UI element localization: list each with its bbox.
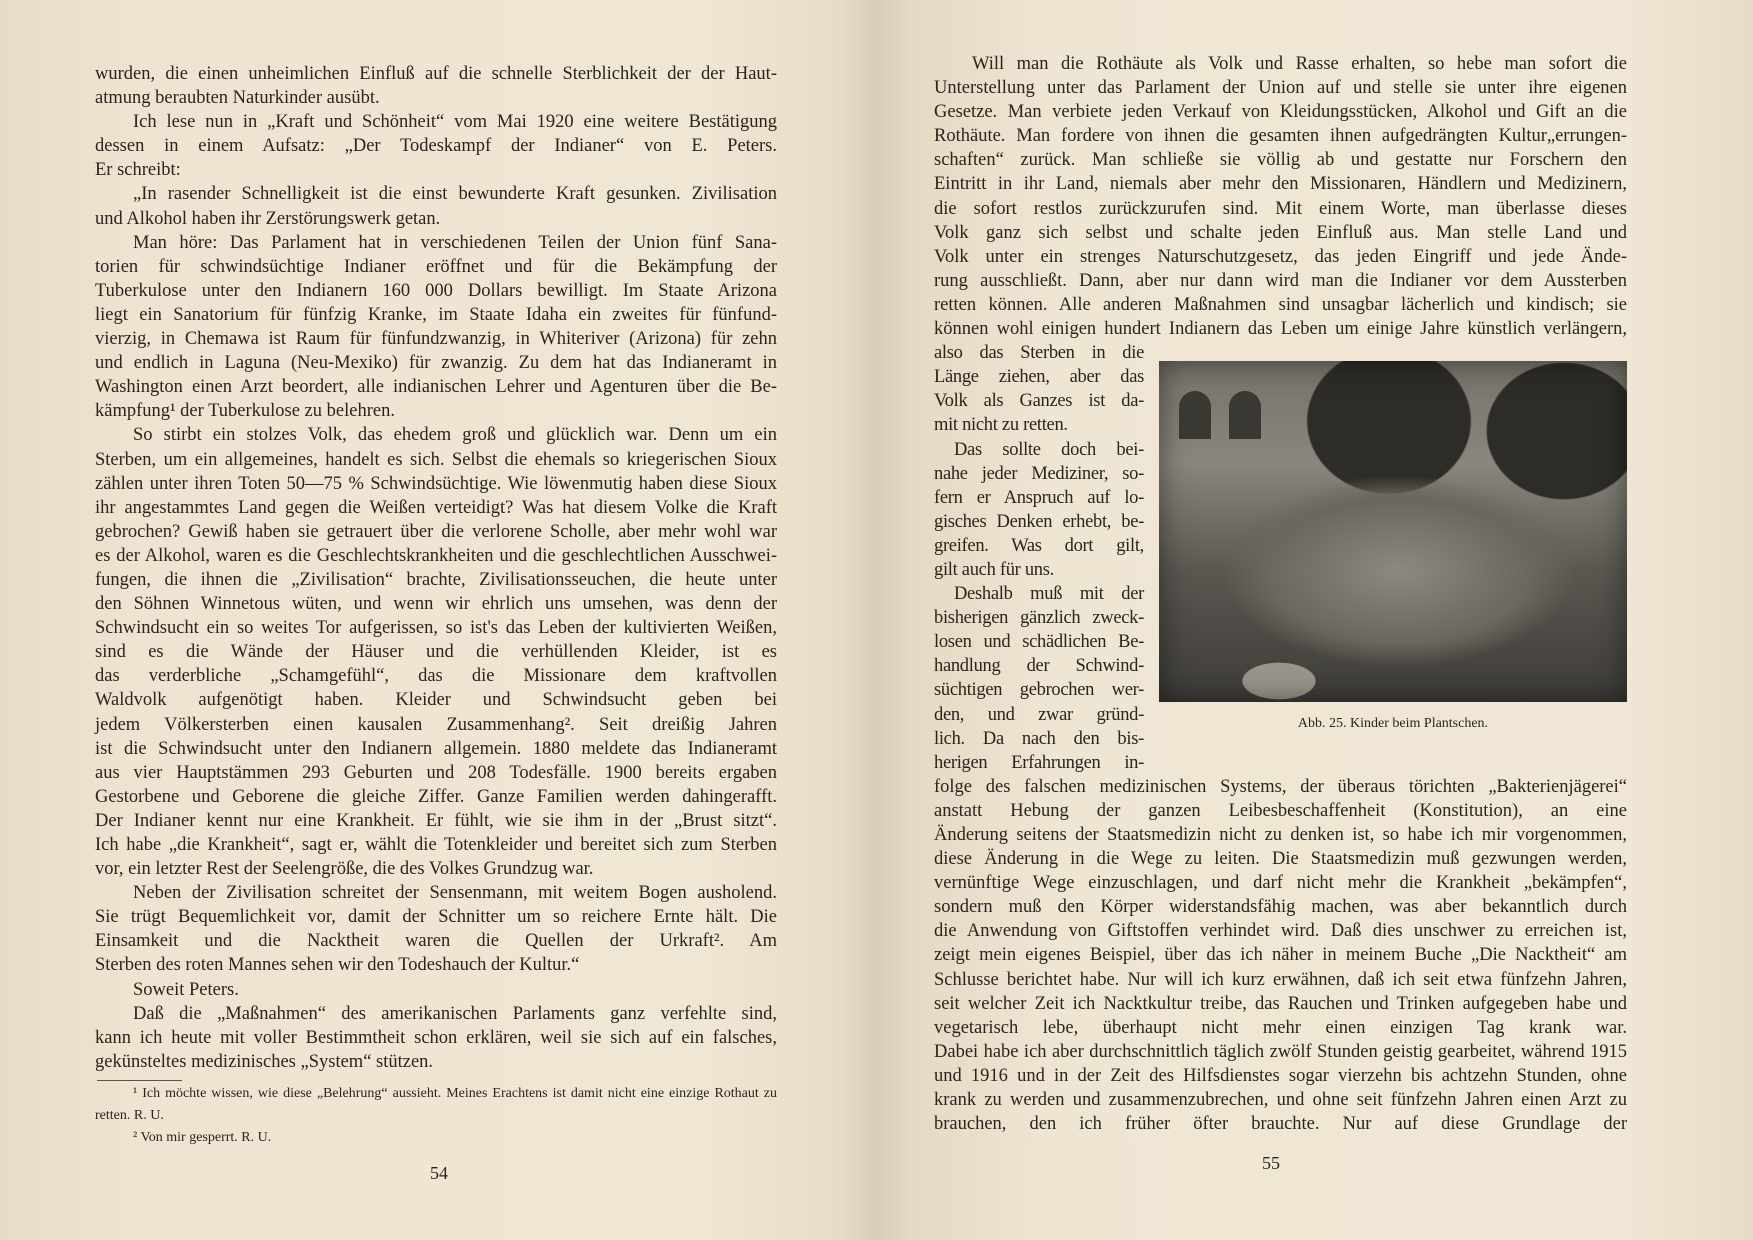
text-line: Tuberkulose unter den Indianern 160 000 Dollars bewilligt. Im Staate Arizona [95, 280, 777, 301]
text-line: Unterstellung unter das Parlament der Union auf und stelle sie unter ihre eigenen [934, 78, 1627, 99]
text-line: Dabei habe ich aber durchschnittlich täglich zwölf Stunden geistig gearbeitet, während 1915 [934, 1041, 1627, 1062]
text-line: diese Änderung in die Wege zu leiten. Die Staatsmedizin muß gezwungen werden, [934, 849, 1627, 870]
text-line: das verderbliche „Schamgefühl“, das die Missionare dem kraftvollen [95, 666, 777, 687]
text-line: herigen Erfahrungen in- [934, 752, 1144, 773]
text-line: Gesetze. Man verbiete jeden Verkauf von Kleidungsstücken, Alkohol und Gift an die [934, 102, 1627, 123]
text-line: lich. Da nach den bis- [934, 728, 1144, 749]
text-line: sind es die Wände der Häuser und die verhüllenden Kleider, ist es [95, 642, 777, 663]
text-line: Waldvolk aufgenötigt haben. Kleider und Schwindsucht geben bei [95, 690, 777, 711]
text-line: aus vier Hauptstämmen 293 Geburten und 208 Todesfälle. 1900 bereits ergaben [95, 762, 777, 783]
text-line: die sofort restlos zurückzurufen sind. Mit einem Worte, man überlasse dieses [934, 198, 1627, 219]
text-line: ihr angestammtes Land gegen die Weißen verteidigt? Was hat diesem Volke die Kraft [95, 497, 777, 518]
text-line: und 1916 und in der Zeit des Hilfsdienstes sogar vierzehn bis achtzehn Stunden, ohne [934, 1065, 1627, 1086]
figure-caption: Abb. 25. Kinder beim Plantschen. [1297, 716, 1489, 731]
text-line: Einsamkeit und die Nacktheit waren die Quellen der Urkraft². Am [95, 931, 777, 952]
text-line: den Söhnen Winnetous wüten, und wenn wir ehrlich uns umsehen, was denn der [95, 594, 777, 615]
text-line: gebrochen? Gewiß haben sie getrauert über die verlorene Scholle, aber mehr wohl war [95, 521, 777, 542]
text-line: „In rasender Schnelligkeit ist die einst bewunderte Kraft gesunken. Zivilisation [133, 184, 777, 205]
text-line: und Alkohol haben ihr Zerstörungswerk getan. [95, 208, 441, 229]
text-line: Gestorbene und Geborene die gleiche Ziffer. Ganze Familien werden dahingerafft. [95, 786, 777, 807]
text-line: ist die Schwindsucht unter den Indianern allgemein. 1880 meldete das Indianeramt [95, 738, 777, 759]
text-line: zählen unter ihren Toten 50—75 % Schwindsüchtige. Wie löwenmutig haben diese Sioux [95, 473, 777, 494]
text-line: bisherigen gänzlich zweck- [934, 608, 1144, 629]
text-line: Sterben, um ein allgemeines, handelt es sich. Selbst die ehemals so kriegerischen Sioux [95, 449, 777, 470]
footnote-divider [97, 1080, 182, 1081]
text-line: atmung beraubten Naturkinder ausübt. [95, 88, 380, 109]
text-line: dessen in einem Aufsatz: „Der Todeskampf der Indianer“ von E. Peters. [95, 136, 777, 157]
text-line: seit welcher Zeit ich Nacktkultur treibe, das Rauchen und Trinken aufgegeben habe und [934, 993, 1627, 1014]
footnote-1: ¹ Ich möchte wissen, wie diese „Belehrung“ aussieht. Meines Erachtens ist damit nicht eine einzige Rothaut zu retten. R. U. [95, 1086, 777, 1123]
text-line: kämpfung¹ der Tuberkulose zu belehren. [95, 401, 395, 422]
text-line: Änderung seitens der Staatsmedizin nicht zu denken ist, so habe ich mir vorgenommen, [934, 825, 1627, 845]
text-line: Schlusse berichtet habe. Nur will ich kurz erwähnen, daß ich seit etwa fünfzehn Jahren, [934, 969, 1627, 990]
text-line: Eintritt in ihr Land, niemals aber mehr den Missionaren, Händlern und Medizinern, [934, 174, 1627, 195]
text-line: vernünftige Wege einzuschlagen, und darf nicht mehr die Krankheit „bekämpfen“, [934, 873, 1627, 894]
text-line: liegt ein Sanatorium für fünfzig Kranke, im Staate Idaha ein zweites für fünfund- [95, 304, 777, 325]
text-line: Washington einen Arzt beordert, alle indianischen Lehrer und Agenturen über die Be- [95, 377, 777, 398]
text-line: den, und zwar gründ- [934, 704, 1144, 725]
text-line: krank zu werden und zusammenzubrechen, und ohne seit fünfzehn Jahren einen Arzt zu [934, 1090, 1627, 1111]
text-line: zeigt mein eigenes Beispiel, über das ich näher in meinem Buche „Die Nacktheit“ am [934, 945, 1627, 966]
text-line: So stirbt ein stolzes Volk, das ehedem groß und glücklich war. Denn um ein [133, 425, 777, 446]
text-line: Volk unter ein strenges Naturschutzgesetz, das jeden Eingriff und jede Ände- [934, 246, 1627, 267]
text-line: anstatt Hebung der ganzen Leibesbeschaffenheit (Konstitution), an eine [934, 800, 1627, 821]
text-line: vierzig, in Chemawa ist Raum für fünfundzwanzig, in Whiteriver (Arizona) für zehn [95, 329, 777, 350]
text-line: gilt auch für uns. [934, 559, 1054, 580]
text-line: gisches Denken erhebt, be- [934, 511, 1144, 532]
text-line: Länge ziehen, aber das [934, 367, 1144, 388]
text-line: süchtigen gebrochen wer- [934, 680, 1144, 701]
text-line: greifen. Was dort gilt, [934, 535, 1144, 556]
page-number-right: 55 [1262, 1153, 1280, 1173]
text-line: Rothäute. Man fordere von ihnen die gesamten ihnen aufgedrängten Kultur„errungen- [934, 126, 1627, 147]
text-line: jedem Völkersterben einen kausalen Zusammenhang². Seit dreißig Jahren [95, 714, 777, 735]
right-page-text [934, 52, 1627, 1136]
text-line: mit nicht zu retten. [934, 415, 1068, 436]
text-line: Sterben des roten Mannes sehen wir den Todeshauch der Kultur.“ [95, 955, 580, 976]
text-line: Der Indianer kennt nur eine Krankheit. Er fühlt, wie sie ihm in der „Brust sitzt“. [95, 810, 777, 831]
text-line: nahe jeder Mediziner, so- [934, 463, 1144, 484]
text-line: Will man die Rothäute als Volk und Rasse erhalten, so hebe man sofort die [972, 54, 1627, 74]
text-line: Daß die „Maßnahmen“ des amerikanischen Parlaments ganz verfehlte sind, [133, 1003, 777, 1024]
text-line: gekünsteltes medizinisches „System“ stützen. [95, 1051, 434, 1072]
text-line: retten können. Alle anderen Maßnahmen sind unsagbar lächerlich und kindisch; sie [934, 294, 1627, 315]
text-line: Ich habe „die Krankheit“, sagt er, wählt die Totenkleider und bereitet sich zum Sterben [95, 835, 777, 855]
text-line: können wohl einigen hundert Indianern das Leben um einige Jahre künstlich verlängern, [934, 319, 1627, 340]
text-line: also das Sterben in die [934, 343, 1144, 364]
left-page-text [95, 62, 777, 1074]
text-line: es der Alkohol, waren es die Geschlechtskrankheiten und die geschlechtlichen Ausschwei- [95, 545, 777, 566]
text-line: Ich lese nun in „Kraft und Schönheit“ vom Mai 1920 eine weitere Bestätigung [133, 112, 777, 133]
text-line: vegetarisch lebe, überhaupt nicht mehr einen einzigen Tag krank war. [934, 1017, 1627, 1038]
text-line: rung ausschließt. Dann, aber nur dann wird man die Indianer vor dem Aussterben [934, 270, 1627, 291]
text-line: schaften“ zurück. Man schließe sie völlig ab und gestatte nur Forschern den [934, 150, 1627, 171]
text-line: sondern muß den Körper widerstandsfähig machen, was aber bekanntlich durch [934, 897, 1627, 918]
text-line: handlung der Schwind- [934, 656, 1144, 677]
text-line: und endlich in Laguna (Neu-Mexiko) für zwanzig. Zu dem hat das Indianeramt in [95, 353, 777, 374]
text-line: Volk ganz sich selbst und schalte jeden Einfluß aus. Man stelle Land und [934, 222, 1627, 243]
text-line: Das sollte doch bei- [954, 439, 1144, 460]
text-line: fungen, die ihnen die „Zivilisation“ brachte, Zivilisationsseuchen, die heute unter [95, 569, 777, 590]
page-number-left: 54 [430, 1163, 448, 1183]
text-line: brauchen, den ich früher öfter brauchte. Nur auf diese Grundlage der [934, 1114, 1627, 1135]
text-line: Man höre: Das Parlament hat in verschiedenen Teilen der Union fünf Sana- [133, 232, 777, 253]
text-line: Deshalb muß mit der [954, 584, 1144, 605]
text-line: Sie trügt Bequemlichkeit vor, damit der Schnitter um so reichere Ernte hält. Die [95, 907, 777, 928]
footnote-2: ² Von mir gesperrt. R. U. [133, 1130, 272, 1145]
text-line: wurden, die einen unheimlichen Einfluß auf die schnelle Sterblichkeit der der Haut- [95, 64, 777, 84]
text-line: Volk als Ganzes ist da- [934, 391, 1144, 412]
text-line: folge des falschen medizinischen Systems, der überaus törichten „Bakterienjägerei“ [934, 776, 1627, 797]
text-line: kann ich heute mit voller Bestimmtheit schon erklären, weil sie sich auf ein falsches, [95, 1027, 777, 1048]
text-line: Er schreibt: [95, 160, 181, 181]
text-line: vor, ein letzter Rest der Seelengröße, die des Volkes Grundzug war. [95, 859, 594, 880]
text-line: Neben der Zivilisation schreitet der Sensenmann, mit weitem Bogen ausholend. [133, 883, 777, 904]
text-line: die Anwendung von Giftstoffen verhindet wird. Daß dies unschwer zu erreichen ist, [934, 921, 1627, 942]
text-line: torien für schwindsüchtige Indianer eröffnet und für die Bekämpfung der [95, 256, 777, 277]
text-line: Schwindsucht ein so weites Tor aufgerissen, so ist's das Leben der kultivierten Weißen, [95, 618, 777, 639]
text-line: losen und schädlichen Be- [934, 632, 1144, 653]
text-line: fern er Anspruch auf lo- [934, 487, 1144, 508]
text-line: Soweit Peters. [133, 979, 239, 1000]
